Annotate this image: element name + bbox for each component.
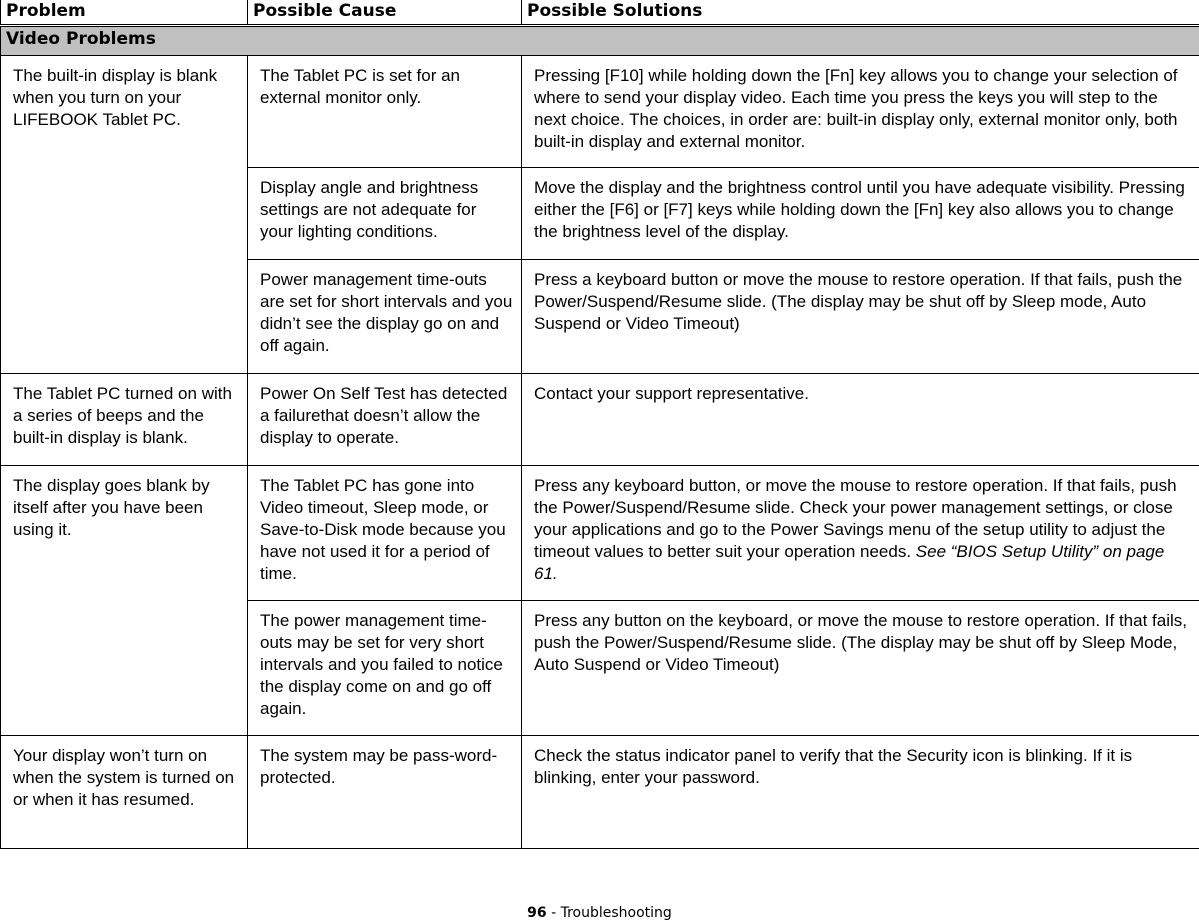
solution-cell: Press a keyboard button or move the mouse to restore operation. If that fails, push the Power/Suspend/Resume slide. (The display may be shut off by Sleep mode, Auto Suspend or Video Timeout) <box>522 260 1199 374</box>
page-number: 96 <box>527 905 547 921</box>
table-row <box>1 736 1199 849</box>
solution-text: Press any keyboard button, or move the mouse to restore operation. If that fails, push the Power/Suspend/Resume slide. Check your power management settings, or close your applications and go to the Power Savings menu of the setup utility to adjust the timeout values to better suit your operation needs. <box>534 476 1177 561</box>
header-problem: Problem <box>1 0 248 26</box>
solution-cell: Pressing [F10] while holding down the [Fn] key allows you to change your selection of where to send your display video. Each time you press the keys you will step to the next choice. The choices, in order are: built-in display only, external monitor only, both built-in display and external monitor. <box>522 56 1199 168</box>
solution-cell: Move the display and the brightness control until you have adequate visibility. Pressing either the [F6] or [F7] keys while holding down the [Fn] key also allows you to change the brightness level of the display. <box>522 168 1199 260</box>
header-row <box>1 0 1199 26</box>
header-possible-cause: Possible Cause <box>248 0 522 26</box>
cause-cell: The system may be pass-word-protected. <box>248 736 522 849</box>
page-footer <box>0 904 1199 922</box>
problem-cell: The display goes blank by itself after you have been using it. <box>1 466 248 736</box>
solution-cell: Check the status indicator panel to verify that the Security icon is blinking. If it is blinking, enter your password. <box>522 736 1199 849</box>
cause-cell: Power management time-outs are set for short intervals and you didn’t see the display go on and off again. <box>248 260 522 374</box>
footer-section: Troubleshooting <box>560 905 672 921</box>
table-row <box>1 56 1199 168</box>
cause-cell: The Tablet PC is set for an external monitor only. <box>248 56 522 168</box>
solution-cell: Contact your support representative. <box>522 374 1199 466</box>
footer-separator: - <box>546 905 561 921</box>
cause-cell: The power management time-outs may be set for very short intervals and you failed to notice the display come on and go off again. <box>248 601 522 736</box>
problem-cell: Your display won’t turn on when the system is turned on or when it has resumed. <box>1 736 248 849</box>
cause-cell: Display angle and brightness settings are not adequate for your lighting conditions. <box>248 168 522 260</box>
section-row <box>1 26 1199 56</box>
section-title: Video Problems <box>1 26 1199 56</box>
cause-cell: Power On Self Test has detected a failurethat doesn’t allow the display to operate. <box>248 374 522 466</box>
bios-setup-reference-link[interactable]: See “BIOS Setup Utility” on page 61. <box>534 542 1165 583</box>
problem-cell: The Tablet PC turned on with a series of beeps and the built-in display is blank. <box>1 374 248 466</box>
table-row <box>1 466 1199 601</box>
problem-cell: The built-in display is blank when you turn on your LIFEBOOK Tablet PC. <box>1 56 248 374</box>
header-possible-solutions: Possible Solutions <box>522 0 1199 26</box>
solution-cell <box>522 466 1199 601</box>
solution-cell: Press any button on the keyboard, or move the mouse to restore operation. If that fails, push the Power/Suspend/Resume slide. (The display may be shut off by Sleep Mode, Auto Suspend or Video Timeout) <box>522 601 1199 736</box>
cause-cell: The Tablet PC has gone into Video timeout, Sleep mode, or Save-to-Disk mode because you have not used it for a period of time. <box>248 466 522 601</box>
table-row <box>1 374 1199 466</box>
